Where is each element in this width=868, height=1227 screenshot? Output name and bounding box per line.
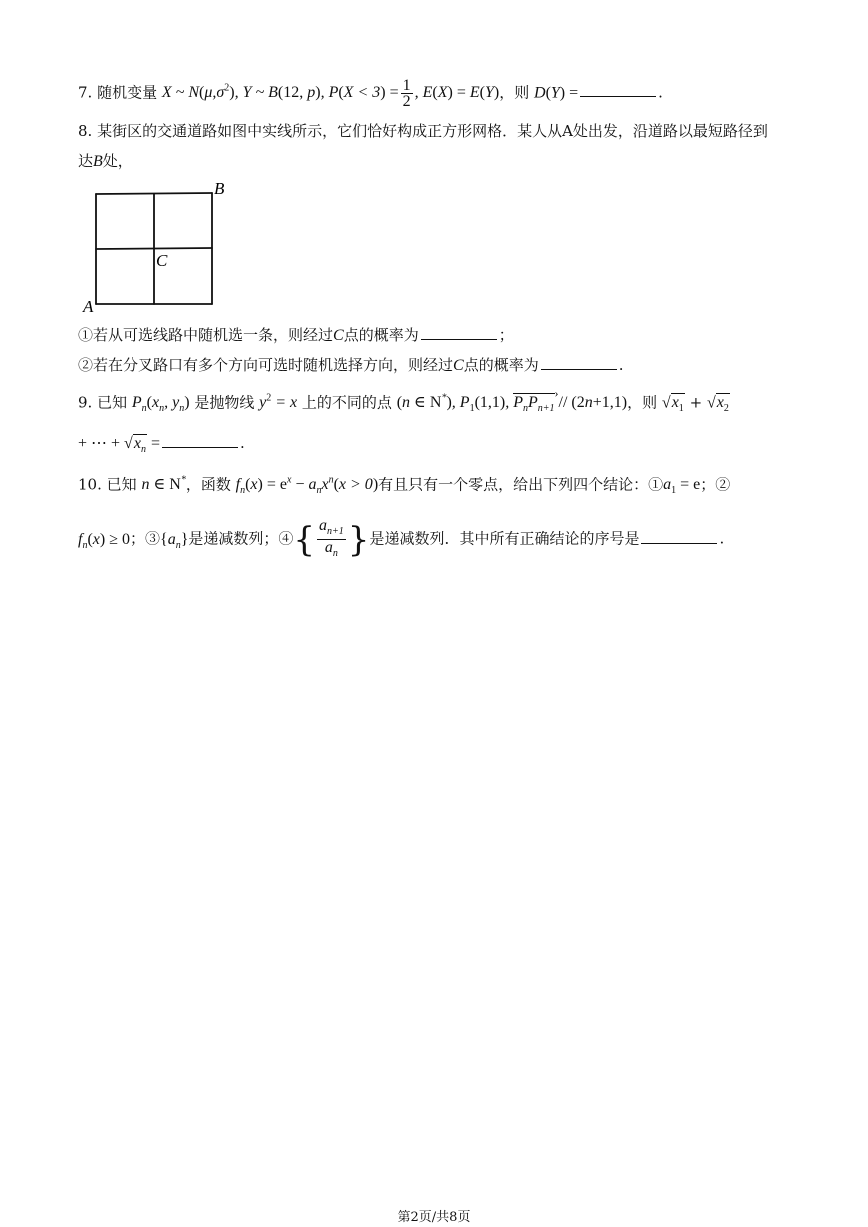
q8-number: 8. [78,122,93,140]
question-8-line2: 达B处， [78,152,133,170]
label-a: A [83,297,94,316]
question-9-line2: + ⋯ + $√x_n$ = . [78,434,245,456]
q10-number: 10. [78,475,102,494]
question-8-sub2: ②若在分叉路口有多个方向可选时随机选择方向，则经过C点的概率为 . [78,356,624,374]
q8-sub1-answer-blank[interactable] [421,325,497,340]
q9-answer-blank[interactable] [162,433,238,448]
street-grid-diagram [82,176,232,316]
question-10-line1: 10. 已知 n ∈ N*，函数 $f_n(x) = e^x - a_nx^n(x > 0)$有且只有一个零点，给出下列四个结论：$①a_1 = e$；② [78,475,731,497]
q7-dy: D(Y) = [534,84,579,102]
question-8-sub1: ①若从可选线路中随机选一条，则经过C点的概率为 ； [78,326,514,344]
label-b: B [214,179,225,198]
question-7: 7. 随机变量 X ~ $N(\mu,\sigma^2)$, Y ~ B(12, p), P(X < 3) = $\frac{1}{2}$ , E(X) = E(Y)，则 D(Y) = . [78,77,663,111]
q7-number: 7. [78,83,93,102]
page-footer: 第2页/共8页 [397,1210,471,1225]
grid-figure [82,176,232,316]
q7-answer-blank[interactable] [580,82,656,97]
q9-number: 9. [78,393,93,412]
question-10-line2: $f_n(x) \ge 0$；$③\{a_n\}$是递减数列；④ { $\frac{a_{n+1}}{a_n}$ } 是递减数列．其中所有正确结论的序号是 . [78,517,725,560]
q8-text-1: 某街区的交通道路如图中实线所示，它们恰好构成正方形网格．某人从A处出发，沿道路以最短路径到 [97,122,768,140]
q8-sub2-answer-blank[interactable] [541,355,617,370]
label-c: C [156,251,168,270]
q10-answer-blank[interactable] [641,529,717,544]
question-8-line1 [78,120,790,142]
q7-formula: X ~ $N(\mu,\sigma^2)$, Y ~ B(12, p), P(X < 3) = $\frac{1}{2}$ , E(X) = E(Y) [161,77,500,111]
q7-then: ，则 [499,83,530,102]
question-9-line1: 9. 已知 $P_n(x_n$, $y_n$) 是抛物线 $y^2 = x$ 上的不同的点 (n ∈ N*), $P_1(1,1)$, $P_nP_{n+1}$ › // (2n+1,1)，则 $√x_1 + √x_2$ [78,388,790,421]
q7-stem: 随机变量 [97,83,158,102]
